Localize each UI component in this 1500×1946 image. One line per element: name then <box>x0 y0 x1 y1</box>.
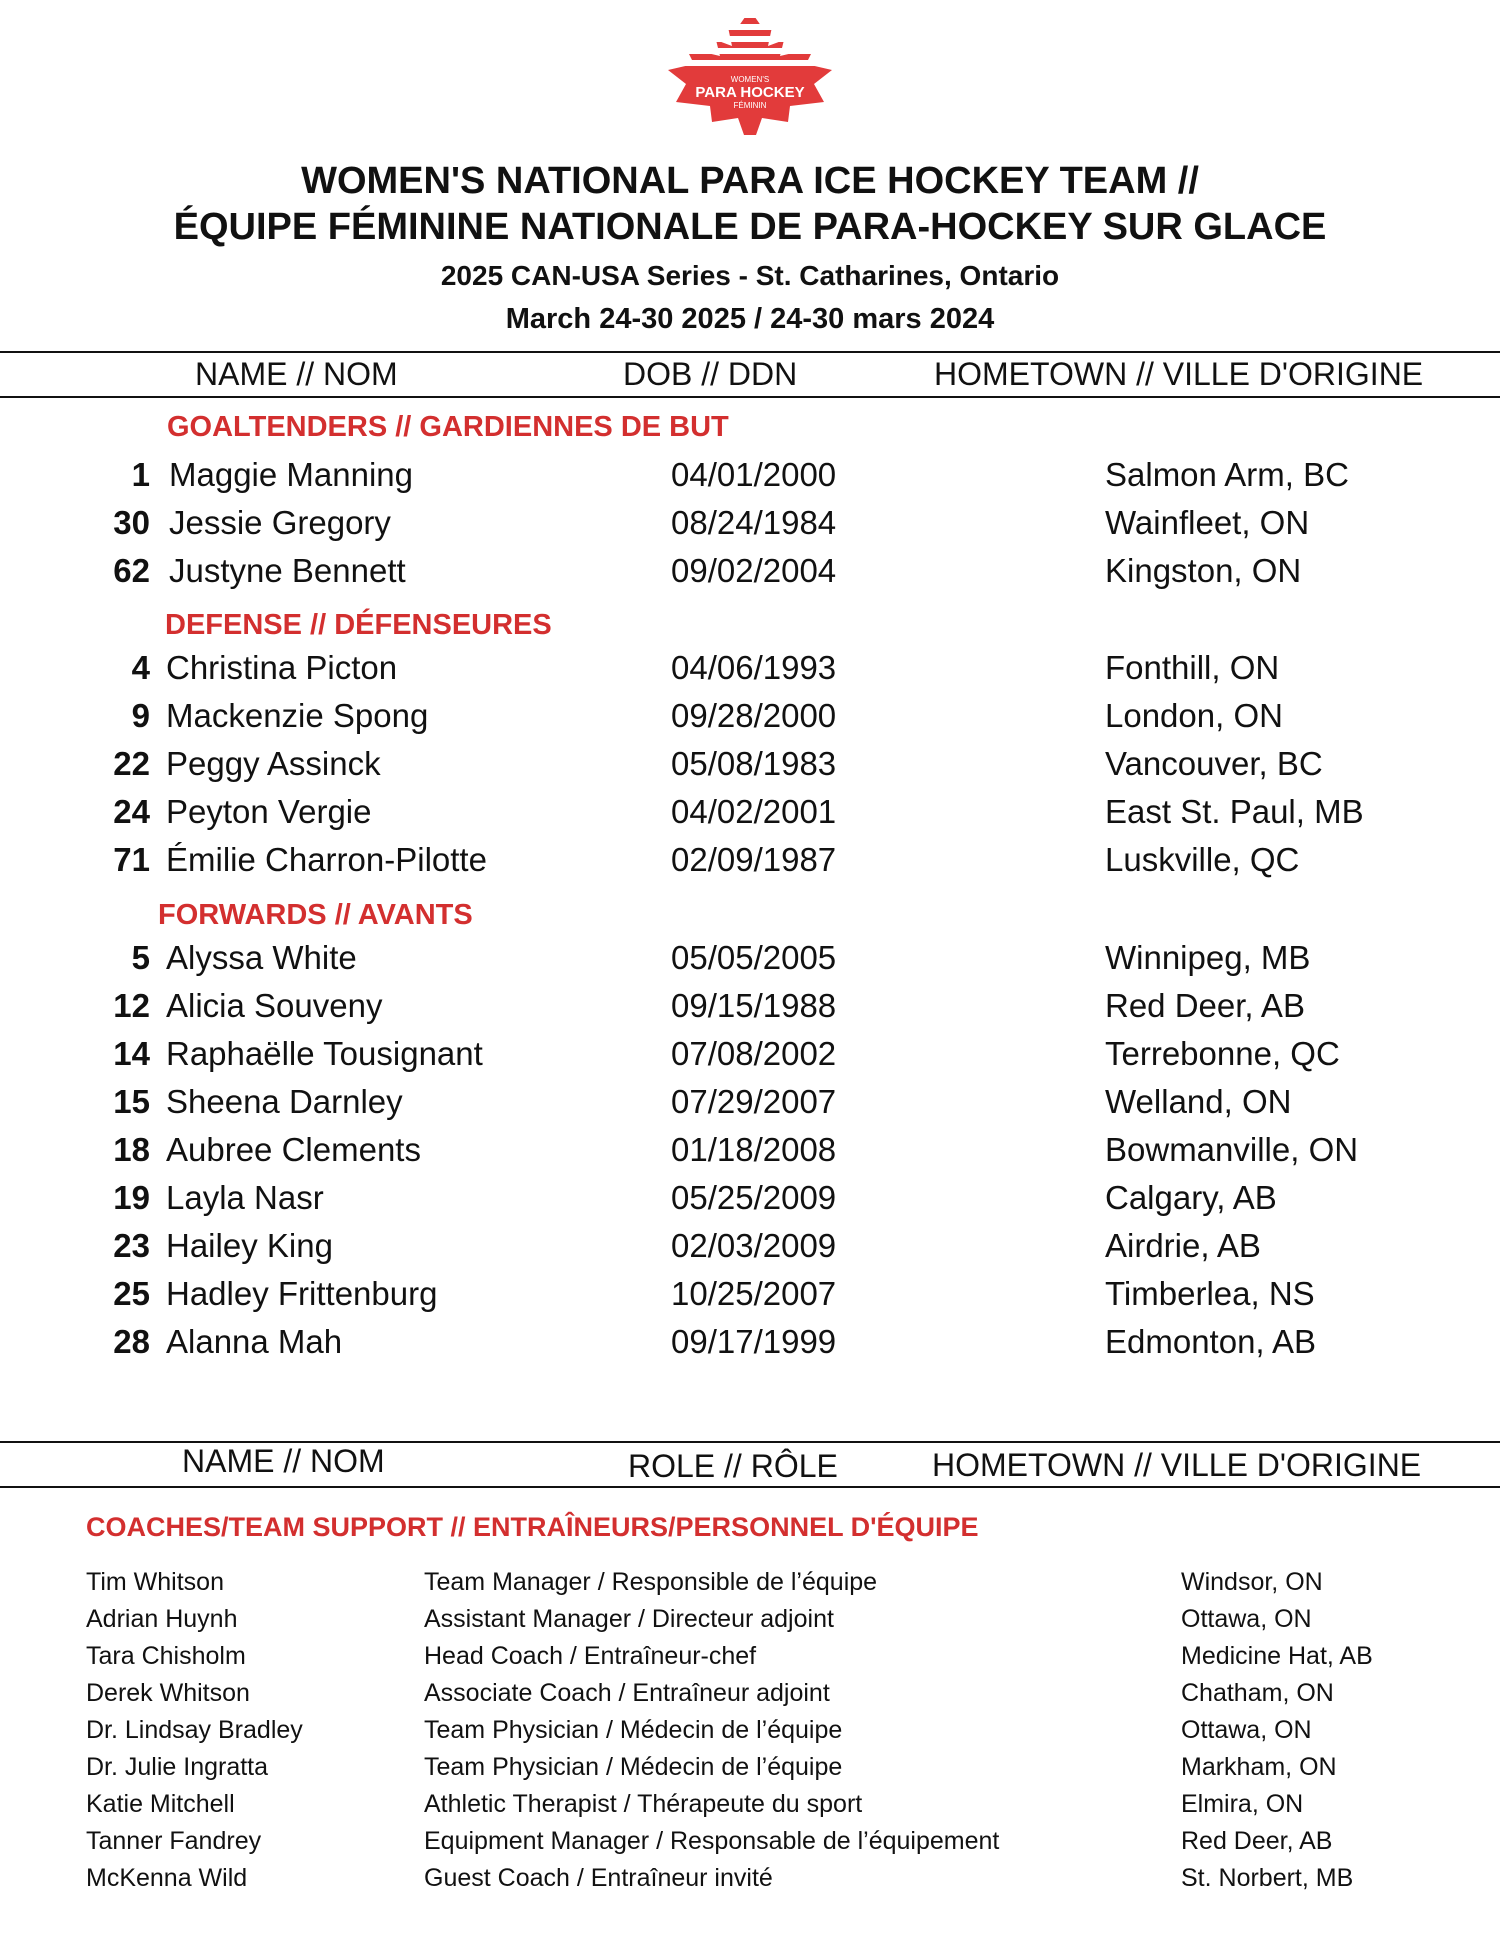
player-row <box>0 504 1500 550</box>
player-row <box>0 987 1500 1033</box>
staff-hometown: St. Norbert, MB <box>1181 1864 1354 1892</box>
player-number: 30 <box>113 504 150 541</box>
title-french: ÉQUIPE FÉMININE NATIONALE DE PARA-HOCKEY SUR GLACE <box>173 206 1327 248</box>
player-name: Maggie Manning <box>169 456 413 493</box>
staff-role: Assistant Manager / Directeur adjoint <box>424 1605 834 1633</box>
player-dob: 04/02/2001 <box>671 793 837 830</box>
player-row <box>0 1227 1500 1273</box>
player-hometown: London, ON <box>1105 697 1283 734</box>
player-name: Raphaëlle Tousignant <box>166 1035 483 1072</box>
roster-header-dob: DOB // DDN <box>623 356 798 392</box>
player-hometown: Calgary, AB <box>1105 1179 1277 1216</box>
logo-bottom-text: FÉMININ <box>733 101 767 110</box>
player-hometown: Kingston, ON <box>1105 552 1302 589</box>
player-dob: 05/08/1983 <box>671 745 837 782</box>
player-dob: 09/28/2000 <box>671 697 837 734</box>
player-name: Émilie Charron-Pilotte <box>166 841 487 878</box>
event-dates: March 24-30 2025 / 24-30 mars 2024 <box>505 303 995 335</box>
section-title-forwards: FORWARDS // AVANTS <box>158 899 473 931</box>
staff-row <box>0 1605 1500 1641</box>
player-row <box>0 793 1500 839</box>
player-dob: 09/02/2004 <box>671 552 837 589</box>
staff-hometown: Windsor, ON <box>1181 1568 1323 1596</box>
roster-header-hometown: HOMETOWN // VILLE D'ORIGINE <box>934 356 1424 392</box>
player-number: 23 <box>113 1227 150 1264</box>
player-hometown: Luskville, QC <box>1105 841 1300 878</box>
player-name: Alyssa White <box>166 939 357 976</box>
player-row <box>0 841 1500 887</box>
player-name: Alicia Souveny <box>166 987 383 1024</box>
player-number: 14 <box>113 1035 150 1072</box>
staff-row <box>0 1864 1500 1900</box>
staff-role: Guest Coach / Entraîneur invité <box>424 1864 773 1892</box>
player-name: Aubree Clements <box>166 1131 421 1168</box>
staff-row <box>0 1716 1500 1752</box>
player-row <box>0 745 1500 791</box>
staff-name: Dr. Julie Ingratta <box>86 1753 269 1781</box>
player-number: 22 <box>113 745 150 782</box>
player-number: 19 <box>113 1179 150 1216</box>
player-hometown: Salmon Arm, BC <box>1105 456 1349 493</box>
player-hometown: Winnipeg, MB <box>1105 939 1311 976</box>
staff-name: Derek Whitson <box>86 1679 250 1707</box>
section-title-defense: DEFENSE // DÉFENSEURES <box>165 609 552 641</box>
player-name: Peyton Vergie <box>166 793 372 830</box>
player-number: 1 <box>131 456 150 493</box>
player-dob: 08/24/1984 <box>671 504 837 541</box>
player-name: Mackenzie Spong <box>166 697 429 734</box>
staff-role: Head Coach / Entraîneur-chef <box>424 1642 757 1670</box>
player-row <box>0 552 1500 598</box>
player-name: Hadley Frittenburg <box>166 1275 438 1312</box>
staff-role: Team Physician / Médecin de l’équipe <box>424 1716 843 1744</box>
player-row <box>0 456 1500 502</box>
player-number: 15 <box>113 1083 150 1120</box>
event-name: 2025 CAN-USA Series - St. Catharines, Ontario <box>440 260 1060 291</box>
player-name: Jessie Gregory <box>169 504 391 541</box>
para-hockey-logo <box>664 10 836 135</box>
player-row <box>0 1323 1500 1369</box>
player-name: Christina Picton <box>166 649 398 686</box>
staff-row <box>0 1642 1500 1678</box>
player-dob: 09/17/1999 <box>671 1323 837 1360</box>
staff-hometown: Medicine Hat, AB <box>1181 1642 1373 1670</box>
player-row <box>0 697 1500 743</box>
player-row <box>0 649 1500 695</box>
player-number: 12 <box>113 987 150 1024</box>
player-dob: 05/05/2005 <box>671 939 837 976</box>
title-english: WOMEN'S NATIONAL PARA ICE HOCKEY TEAM // <box>301 160 1199 202</box>
staff-role: Team Manager / Responsible de l’équipe <box>424 1568 878 1596</box>
player-dob: 02/09/1987 <box>671 841 837 878</box>
divider-line <box>0 1486 1500 1488</box>
player-hometown: Airdrie, AB <box>1105 1227 1261 1264</box>
roster-header-name: NAME // NOM <box>195 356 398 392</box>
player-hometown: Red Deer, AB <box>1105 987 1305 1024</box>
player-dob: 01/18/2008 <box>671 1131 837 1168</box>
staff-hometown: Ottawa, ON <box>1181 1716 1312 1744</box>
section-title-goaltenders: GOALTENDERS // GARDIENNES DE BUT <box>167 411 729 443</box>
divider-line <box>0 396 1500 398</box>
player-number: 71 <box>113 841 150 878</box>
player-dob: 02/03/2009 <box>671 1227 837 1264</box>
player-hometown: Wainfleet, ON <box>1105 504 1310 541</box>
staff-row <box>0 1827 1500 1863</box>
player-name: Alanna Mah <box>166 1323 343 1360</box>
player-row <box>0 939 1500 985</box>
divider-line <box>0 351 1500 353</box>
staff-header-role: ROLE // RÔLE <box>628 1448 838 1484</box>
staff-name: Dr. Lindsay Bradley <box>86 1716 303 1744</box>
staff-role: Team Physician / Médecin de l’équipe <box>424 1753 843 1781</box>
player-dob: 04/06/1993 <box>671 649 837 686</box>
staff-name: Tara Chisholm <box>86 1642 246 1670</box>
player-hometown: Edmonton, AB <box>1105 1323 1316 1360</box>
player-row <box>0 1275 1500 1321</box>
player-name: Justyne Bennett <box>169 552 406 589</box>
staff-row <box>0 1753 1500 1789</box>
staff-row <box>0 1679 1500 1715</box>
player-name: Layla Nasr <box>166 1179 324 1216</box>
player-hometown: East St. Paul, MB <box>1105 793 1364 830</box>
player-name: Peggy Assinck <box>166 745 381 782</box>
maple-leaf-icon <box>664 10 836 135</box>
player-hometown: Fonthill, ON <box>1105 649 1280 686</box>
player-dob: 05/25/2009 <box>671 1179 837 1216</box>
staff-role: Equipment Manager / Responsable de l’équipement <box>424 1827 1000 1855</box>
player-number: 4 <box>131 649 150 686</box>
player-dob: 04/01/2000 <box>671 456 837 493</box>
player-number: 62 <box>113 552 150 589</box>
staff-hometown: Chatham, ON <box>1181 1679 1334 1707</box>
staff-name: Tim Whitson <box>86 1568 224 1596</box>
staff-hometown: Red Deer, AB <box>1181 1827 1333 1855</box>
player-number: 5 <box>131 939 150 976</box>
player-hometown: Welland, ON <box>1105 1083 1292 1120</box>
player-number: 9 <box>131 697 150 734</box>
player-hometown: Timberlea, NS <box>1105 1275 1315 1312</box>
player-name: Hailey King <box>166 1227 333 1264</box>
staff-row <box>0 1568 1500 1604</box>
staff-hometown: Elmira, ON <box>1181 1790 1304 1818</box>
staff-role: Athletic Therapist / Thérapeute du sport <box>424 1790 863 1818</box>
player-number: 18 <box>113 1131 150 1168</box>
staff-name: Adrian Huynh <box>86 1605 238 1633</box>
logo-main-text: PARA HOCKEY <box>695 84 805 101</box>
player-number: 25 <box>113 1275 150 1312</box>
logo-top-text: WOMEN'S <box>730 75 770 84</box>
staff-name: Tanner Fandrey <box>86 1827 262 1855</box>
player-number: 28 <box>113 1323 150 1360</box>
staff-name: Katie Mitchell <box>86 1790 235 1818</box>
player-dob: 10/25/2007 <box>671 1275 837 1312</box>
player-number: 24 <box>113 793 150 830</box>
player-hometown: Bowmanville, ON <box>1105 1131 1359 1168</box>
player-row <box>0 1035 1500 1081</box>
player-dob: 07/08/2002 <box>671 1035 837 1072</box>
player-row <box>0 1131 1500 1177</box>
staff-name: McKenna Wild <box>86 1864 248 1892</box>
player-dob: 07/29/2007 <box>671 1083 837 1120</box>
staff-role: Associate Coach / Entraîneur adjoint <box>424 1679 830 1707</box>
player-hometown: Vancouver, BC <box>1105 745 1323 782</box>
staff-hometown: Ottawa, ON <box>1181 1605 1312 1633</box>
section-title-staff: COACHES/TEAM SUPPORT // ENTRAÎNEURS/PERSONNEL D'ÉQUIPE <box>86 1512 979 1542</box>
player-row <box>0 1083 1500 1129</box>
staff-header-hometown: HOMETOWN // VILLE D'ORIGINE <box>932 1447 1422 1483</box>
staff-header-name: NAME // NOM <box>182 1443 385 1479</box>
staff-hometown: Markham, ON <box>1181 1753 1337 1781</box>
staff-row <box>0 1790 1500 1826</box>
player-name: Sheena Darnley <box>166 1083 403 1120</box>
player-dob: 09/15/1988 <box>671 987 837 1024</box>
player-hometown: Terrebonne, QC <box>1105 1035 1340 1072</box>
player-row <box>0 1179 1500 1225</box>
